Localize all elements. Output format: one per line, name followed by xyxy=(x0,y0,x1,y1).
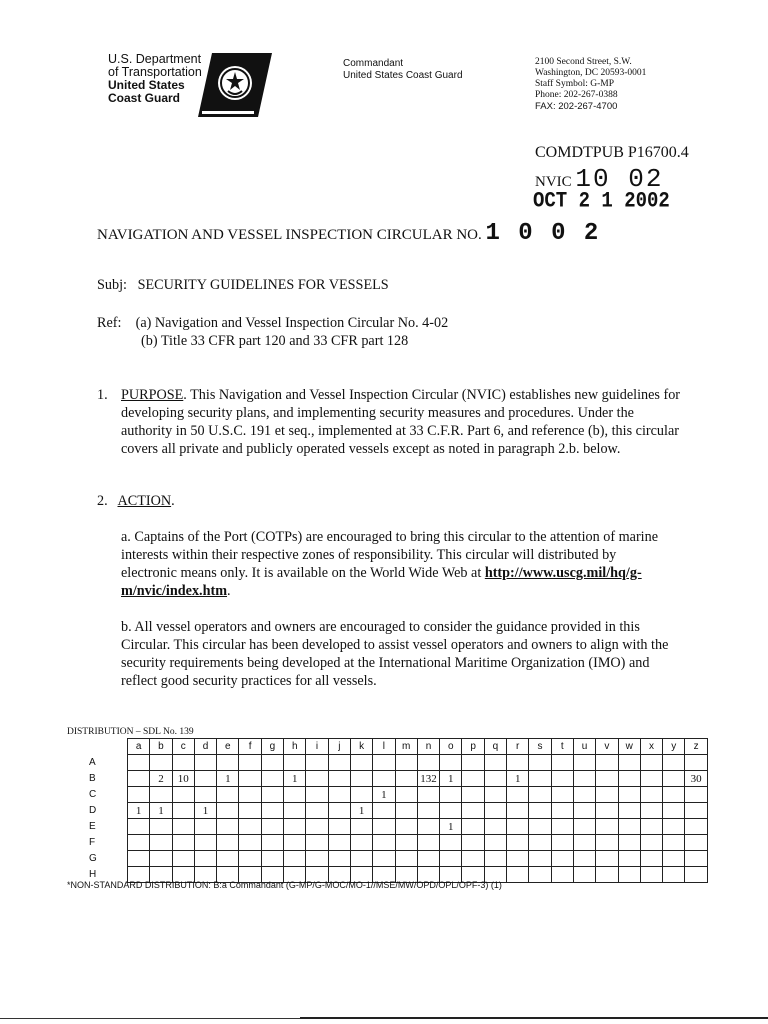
distribution-cell: 2 xyxy=(150,771,172,787)
distribution-cell xyxy=(194,787,216,803)
commandant-line-1: Commandant xyxy=(343,58,404,69)
distribution-column-header: g xyxy=(261,739,283,755)
purpose-number: 1. xyxy=(97,387,108,403)
action-a-end: . xyxy=(227,583,231,599)
distribution-cell xyxy=(663,755,685,771)
distribution-cell xyxy=(618,835,640,851)
distribution-cell xyxy=(306,851,328,867)
action-heading: ACTION xyxy=(117,493,172,509)
distribution-cell xyxy=(261,851,283,867)
distribution-cell xyxy=(484,771,506,787)
distribution-cell xyxy=(596,771,618,787)
distribution-cell: 30 xyxy=(685,771,707,787)
distribution-cell xyxy=(261,819,283,835)
distribution-cell xyxy=(440,787,462,803)
distribution-cell xyxy=(417,851,439,867)
action-paragraph-b: b. All vessel operators and owners are encouraged to consider the guidance provided in this Circular. This circular has been developed to assist vessel operators and owners to align with the security requirements being developed at the International Maritime Organization (IMO) and reflect good security practices for all vessels. xyxy=(121,619,669,689)
distribution-row xyxy=(67,803,707,819)
distribution-cell xyxy=(194,755,216,771)
distribution-cell xyxy=(640,867,662,883)
distribution-cell xyxy=(618,755,640,771)
agency-line-1: United States xyxy=(108,78,185,92)
distribution-row-label: B xyxy=(89,773,96,784)
distribution-cell xyxy=(328,803,350,819)
circular-number-stamp: 1 0 0 2 xyxy=(485,220,601,247)
distribution-cell xyxy=(551,851,573,867)
distribution-row xyxy=(67,819,707,835)
reference-b: (b) Title 33 CFR part 120 and 33 CFR part 128 xyxy=(141,333,409,349)
action-number: 2. xyxy=(97,493,108,509)
distribution-cell xyxy=(172,755,194,771)
distribution-cell xyxy=(596,835,618,851)
distribution-cell xyxy=(529,803,551,819)
distribution-cell xyxy=(618,803,640,819)
distribution-cell xyxy=(551,787,573,803)
distribution-cell xyxy=(350,787,372,803)
distribution-cell xyxy=(618,819,640,835)
distribution-cell xyxy=(261,803,283,819)
reference-label: Ref: xyxy=(97,315,122,331)
address-line: FAX: 202-267-4700 xyxy=(535,101,618,112)
distribution-cell xyxy=(217,851,239,867)
distribution-cell xyxy=(596,819,618,835)
distribution-cell xyxy=(172,787,194,803)
dept-line-2: of Transportation xyxy=(108,65,202,79)
distribution-cell xyxy=(261,787,283,803)
action-paragraph-a xyxy=(121,528,661,600)
dept-line-1: U.S. Department xyxy=(108,52,202,66)
distribution-column-header: v xyxy=(596,739,618,755)
circular-title-line xyxy=(97,220,600,247)
distribution-cell xyxy=(685,835,707,851)
footer-rule-right xyxy=(300,1017,768,1019)
distribution-cell xyxy=(395,803,417,819)
subject-line xyxy=(97,276,389,294)
distribution-cell xyxy=(640,771,662,787)
commandant-line-2: United States Coast Guard xyxy=(343,70,463,81)
distribution-row xyxy=(67,835,707,851)
reference-a-line xyxy=(97,314,448,332)
distribution-cell xyxy=(685,803,707,819)
distribution-cell xyxy=(484,851,506,867)
distribution-column-header: b xyxy=(150,739,172,755)
distribution-cell xyxy=(596,867,618,883)
distribution-cell xyxy=(373,803,395,819)
distribution-column-header: a xyxy=(128,739,150,755)
address-line: Staff Symbol: G-MP xyxy=(535,79,615,89)
distribution-cell xyxy=(417,803,439,819)
distribution-cell xyxy=(239,803,261,819)
date-stamp: OCT 2 1 2002 xyxy=(533,188,670,214)
distribution-cell: 1 xyxy=(440,819,462,835)
distribution-cell xyxy=(328,835,350,851)
non-standard-distribution: *NON-STANDARD DISTRIBUTION: B:a Commandant (G-MP/G-MOC/MO-1//MSE/MW/OPD/OPL/OPF-3) (1) xyxy=(67,880,502,890)
distribution-cell xyxy=(306,819,328,835)
distribution-column-header: e xyxy=(217,739,239,755)
distribution-cell xyxy=(573,867,595,883)
distribution-cell xyxy=(640,819,662,835)
distribution-row-label: G xyxy=(89,853,97,864)
distribution-cell xyxy=(640,851,662,867)
distribution-column-header: o xyxy=(440,739,462,755)
distribution-row xyxy=(67,771,707,787)
distribution-cell xyxy=(328,755,350,771)
distribution-cell xyxy=(484,803,506,819)
distribution-cell xyxy=(440,851,462,867)
distribution-cell xyxy=(284,803,306,819)
distribution-cell xyxy=(462,803,484,819)
distribution-cell xyxy=(507,851,529,867)
distribution-cell xyxy=(395,851,417,867)
distribution-cell xyxy=(573,819,595,835)
distribution-cell xyxy=(663,851,685,867)
distribution-column-header: l xyxy=(373,739,395,755)
distribution-column-header: m xyxy=(395,739,417,755)
distribution-cell xyxy=(395,835,417,851)
distribution-cell xyxy=(239,835,261,851)
distribution-cell xyxy=(640,803,662,819)
distribution-cell xyxy=(573,787,595,803)
distribution-cell xyxy=(150,755,172,771)
distribution-cell xyxy=(373,771,395,787)
distribution-cell xyxy=(529,851,551,867)
distribution-column-header: p xyxy=(462,739,484,755)
distribution-cell xyxy=(685,787,707,803)
distribution-cell xyxy=(150,819,172,835)
distribution-cell xyxy=(529,819,551,835)
distribution-cell xyxy=(128,819,150,835)
distribution-cell: 10 xyxy=(172,771,194,787)
distribution-cell xyxy=(239,787,261,803)
distribution-cell xyxy=(551,867,573,883)
distribution-cell xyxy=(239,755,261,771)
distribution-cell xyxy=(551,755,573,771)
distribution-cell xyxy=(551,771,573,787)
nvic-number-stamp: 10 02 xyxy=(575,164,664,194)
subject-text: SECURITY GUIDELINES FOR VESSELS xyxy=(137,277,389,293)
distribution-cell xyxy=(663,787,685,803)
distribution-cell xyxy=(306,803,328,819)
distribution-cell xyxy=(529,787,551,803)
distribution-cell xyxy=(172,851,194,867)
distribution-cell xyxy=(551,819,573,835)
distribution-cell xyxy=(128,787,150,803)
distribution-cell xyxy=(373,851,395,867)
distribution-cell xyxy=(417,819,439,835)
distribution-cell: 1 xyxy=(194,803,216,819)
distribution-cell xyxy=(350,819,372,835)
distribution-cell xyxy=(217,835,239,851)
nvic-label: NVIC xyxy=(535,174,572,190)
distribution-cell: 132 xyxy=(417,771,439,787)
distribution-column-header: z xyxy=(685,739,707,755)
distribution-cell xyxy=(350,851,372,867)
distribution-cell xyxy=(507,819,529,835)
distribution-cell xyxy=(507,867,529,883)
distribution-column-header: t xyxy=(551,739,573,755)
distribution-cell xyxy=(194,835,216,851)
distribution-cell xyxy=(172,819,194,835)
distribution-cell xyxy=(573,803,595,819)
distribution-cell xyxy=(217,787,239,803)
action-heading-line xyxy=(97,492,175,510)
coast-guard-emblem-icon xyxy=(198,53,272,117)
distribution-cell xyxy=(663,835,685,851)
distribution-cell xyxy=(507,835,529,851)
comdtpub-number: COMDTPUB P16700.4 xyxy=(535,144,689,161)
distribution-cell xyxy=(395,819,417,835)
distribution-label: DISTRIBUTION – SDL No. 139 xyxy=(67,727,194,737)
distribution-column-header: d xyxy=(194,739,216,755)
distribution-cell xyxy=(328,771,350,787)
distribution-cell xyxy=(128,755,150,771)
distribution-cell: 1 xyxy=(128,803,150,819)
distribution-cell xyxy=(440,755,462,771)
distribution-cell xyxy=(573,851,595,867)
distribution-cell xyxy=(373,819,395,835)
distribution-row-label: H xyxy=(89,869,97,880)
address-line: 2100 Second Street, S.W. xyxy=(535,57,632,67)
distribution-header-row xyxy=(67,739,707,755)
distribution-column-header: u xyxy=(573,739,595,755)
address-line: Washington, DC 20593-0001 xyxy=(535,68,647,78)
distribution-cell xyxy=(685,851,707,867)
distribution-cell xyxy=(440,835,462,851)
distribution-cell xyxy=(596,851,618,867)
distribution-cell xyxy=(573,755,595,771)
distribution-column-header: r xyxy=(507,739,529,755)
distribution-column-header: n xyxy=(417,739,439,755)
distribution-cell xyxy=(573,771,595,787)
distribution-cell xyxy=(618,867,640,883)
distribution-cell xyxy=(306,771,328,787)
distribution-cell xyxy=(128,835,150,851)
distribution-cell xyxy=(663,803,685,819)
distribution-cell xyxy=(507,787,529,803)
distribution-cell xyxy=(306,787,328,803)
distribution-cell xyxy=(328,851,350,867)
distribution-cell: 1 xyxy=(150,803,172,819)
distribution-cell xyxy=(328,787,350,803)
distribution-cell xyxy=(440,803,462,819)
distribution-cell xyxy=(150,787,172,803)
distribution-cell xyxy=(507,755,529,771)
distribution-cell xyxy=(217,819,239,835)
distribution-cell xyxy=(395,755,417,771)
distribution-cell xyxy=(217,803,239,819)
distribution-cell xyxy=(350,755,372,771)
distribution-cell xyxy=(462,819,484,835)
distribution-cell xyxy=(685,755,707,771)
distribution-cell xyxy=(150,851,172,867)
distribution-cell xyxy=(663,819,685,835)
distribution-row xyxy=(67,787,707,803)
distribution-column-header: y xyxy=(663,739,685,755)
distribution-cell xyxy=(172,835,194,851)
address-line: Phone: 202-267-0388 xyxy=(535,90,618,100)
distribution-cell xyxy=(284,851,306,867)
distribution-cell xyxy=(373,835,395,851)
distribution-cell xyxy=(284,755,306,771)
distribution-corner xyxy=(67,739,128,755)
agency-line-2: Coast Guard xyxy=(108,91,181,105)
distribution-cell xyxy=(551,803,573,819)
distribution-cell xyxy=(395,771,417,787)
purpose-paragraph xyxy=(121,386,681,458)
distribution-row xyxy=(67,755,707,771)
subject-label: Subj: xyxy=(97,277,127,293)
distribution-row xyxy=(67,851,707,867)
distribution-cell xyxy=(640,755,662,771)
purpose-text: . This Navigation and Vessel Inspection Circular (NVIC) establishes new guidelines for developing security plans, and implementing security measures and procedures. Under the authority in 50 U.S.C. 191 et seq., implemented at 33 C.F.R. Part 6, and reference (b), this circular covers all private and publicly operated vessels except as noted in paragraph 2.b. below. xyxy=(121,387,681,457)
distribution-cell xyxy=(150,835,172,851)
distribution-cell xyxy=(194,819,216,835)
distribution-cell xyxy=(685,867,707,883)
distribution-cell xyxy=(596,787,618,803)
distribution-row-label: E xyxy=(89,821,96,832)
distribution-cell xyxy=(484,755,506,771)
action-heading-suffix: . xyxy=(171,493,175,509)
distribution-cell xyxy=(417,755,439,771)
distribution-cell xyxy=(306,755,328,771)
distribution-cell xyxy=(640,835,662,851)
distribution-table xyxy=(67,738,708,883)
distribution-cell: 1 xyxy=(284,771,306,787)
distribution-cell xyxy=(618,787,640,803)
department-block xyxy=(108,53,202,105)
distribution-cell xyxy=(663,867,685,883)
distribution-cell xyxy=(462,787,484,803)
distribution-column-header: s xyxy=(529,739,551,755)
distribution-cell xyxy=(484,835,506,851)
distribution-column-header: x xyxy=(640,739,662,755)
circular-title: NAVIGATION AND VESSEL INSPECTION CIRCULAR NO. xyxy=(97,227,482,243)
distribution-cell xyxy=(551,835,573,851)
distribution-cell xyxy=(128,851,150,867)
distribution-cell xyxy=(596,803,618,819)
distribution-cell xyxy=(284,787,306,803)
distribution-cell xyxy=(484,787,506,803)
footer-rule-left xyxy=(0,1018,300,1019)
distribution-cell xyxy=(194,851,216,867)
distribution-cell xyxy=(618,851,640,867)
distribution-cell xyxy=(239,819,261,835)
distribution-cell: 1 xyxy=(440,771,462,787)
distribution-cell xyxy=(194,771,216,787)
distribution-cell xyxy=(217,755,239,771)
distribution-cell xyxy=(529,771,551,787)
distribution-cell xyxy=(462,771,484,787)
distribution-cell xyxy=(685,819,707,835)
distribution-cell xyxy=(484,819,506,835)
distribution-cell xyxy=(640,787,662,803)
distribution-cell: 1 xyxy=(373,787,395,803)
distribution-column-header: k xyxy=(350,739,372,755)
distribution-cell xyxy=(462,755,484,771)
distribution-column-header: i xyxy=(306,739,328,755)
distribution-column-header: f xyxy=(239,739,261,755)
distribution-cell: 1 xyxy=(217,771,239,787)
distribution-cell xyxy=(529,755,551,771)
distribution-cell: 1 xyxy=(507,771,529,787)
distribution-cell xyxy=(284,835,306,851)
distribution-cell xyxy=(284,819,306,835)
distribution-cell xyxy=(261,771,283,787)
distribution-cell xyxy=(239,771,261,787)
distribution-cell: 1 xyxy=(350,803,372,819)
distribution-cell xyxy=(529,867,551,883)
distribution-cell xyxy=(373,755,395,771)
commandant-block xyxy=(343,58,463,82)
distribution-cell xyxy=(350,835,372,851)
distribution-column-header: q xyxy=(484,739,506,755)
distribution-row-label: A xyxy=(89,757,96,768)
distribution-cell xyxy=(618,771,640,787)
distribution-cell xyxy=(596,755,618,771)
distribution-row-label: C xyxy=(89,789,97,800)
distribution-cell xyxy=(417,835,439,851)
distribution-cell xyxy=(462,835,484,851)
distribution-cell xyxy=(261,835,283,851)
distribution-column-header: j xyxy=(328,739,350,755)
distribution-column-header: c xyxy=(172,739,194,755)
distribution-cell xyxy=(417,787,439,803)
distribution-cell xyxy=(663,771,685,787)
distribution-cell xyxy=(350,771,372,787)
distribution-cell xyxy=(306,835,328,851)
address-block xyxy=(535,57,646,112)
distribution-cell xyxy=(239,851,261,867)
nvic-web-link[interactable]: http://www.uscg.mil/hq/g-m/nvic/index.htm xyxy=(121,565,642,599)
distribution-row-label: F xyxy=(89,837,96,848)
distribution-cell xyxy=(328,819,350,835)
reference-a: (a) Navigation and Vessel Inspection Circular No. 4-02 xyxy=(135,315,449,331)
distribution-cell xyxy=(261,755,283,771)
distribution-cell xyxy=(128,771,150,787)
distribution-cell xyxy=(529,835,551,851)
distribution-cell xyxy=(573,835,595,851)
distribution-cell xyxy=(507,803,529,819)
purpose-heading: PURPOSE xyxy=(121,387,184,403)
distribution-cell xyxy=(172,803,194,819)
distribution-row-label: D xyxy=(89,805,97,816)
distribution-column-header: h xyxy=(284,739,306,755)
distribution-column-header: w xyxy=(618,739,640,755)
distribution-cell xyxy=(395,787,417,803)
distribution-cell xyxy=(462,851,484,867)
action-a-text: a. Captains of the Port (COTPs) are encouraged to bring this circular to the attention of marine interests within their respective zones of responsibility. This circular will distributed by electronic means only. It is available on the World Wide Web at xyxy=(121,529,658,581)
